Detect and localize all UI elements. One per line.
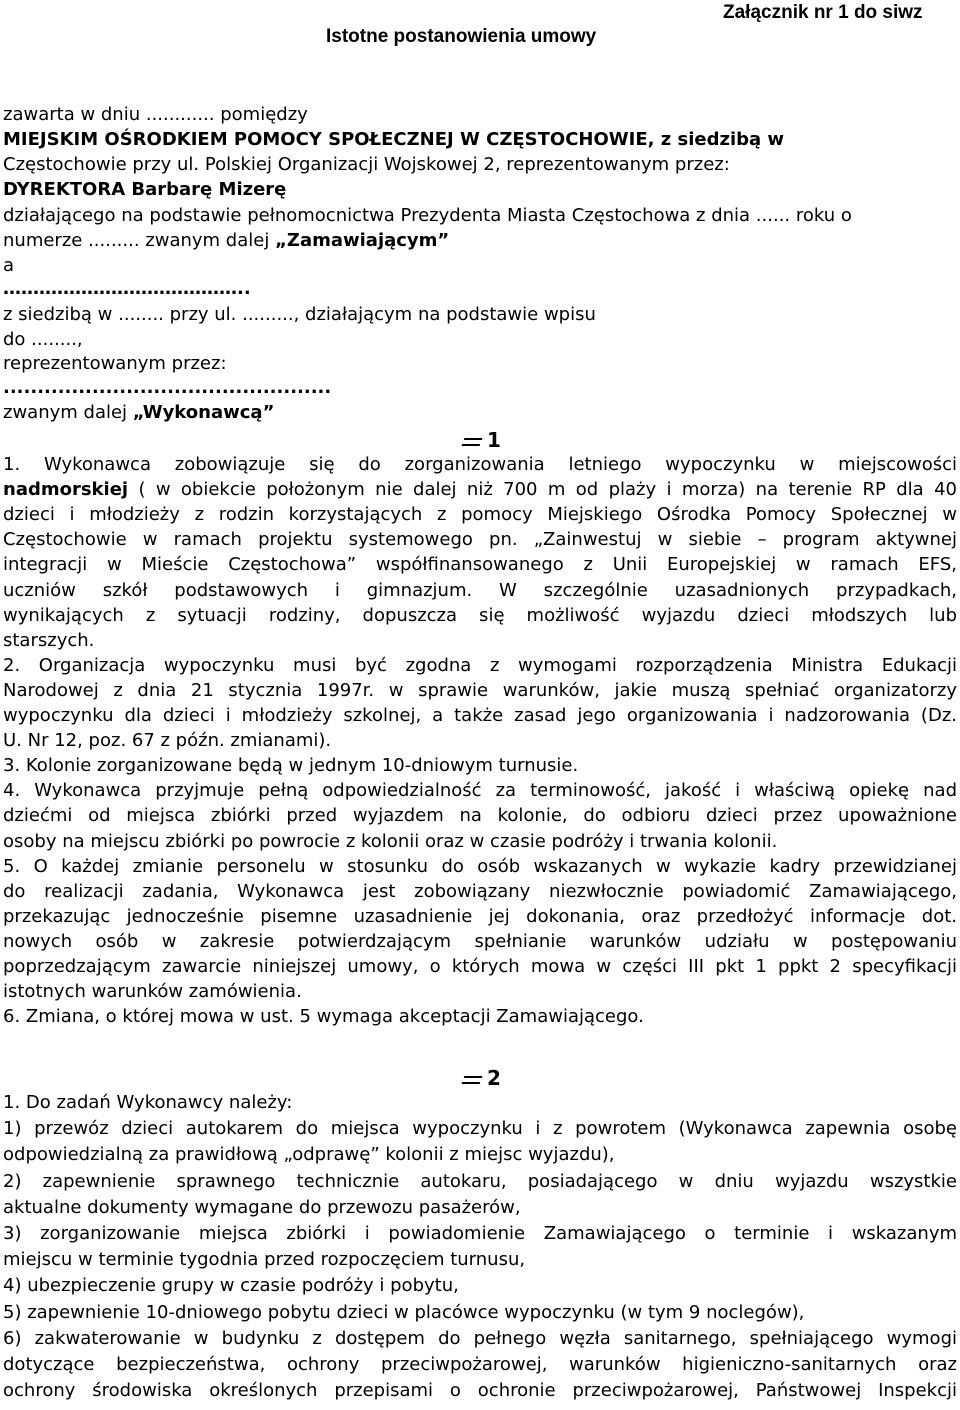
intro-line: MIEJSKIM OŚRODKIEM POMOCY SPOŁECZNEJ W CZĘSTOCHOWIE, z siedzibą w xyxy=(3,129,785,150)
paragraph-line: wypoczynku dla dzieci i młodzieży szkolnej, a także zasad jego organizowania i nadzorowania (Dz. xyxy=(3,705,957,726)
intro-line: do ........, xyxy=(3,329,83,350)
paragraph-line: 6. Zmiana, o której mowa w ust. 5 wymaga akceptacji Zamawiającego. xyxy=(3,1006,644,1028)
section-sign-icon xyxy=(462,1076,483,1084)
section-sign-icon xyxy=(462,438,483,446)
attachment-label: Załącznik nr 1 do siwz xyxy=(723,2,923,23)
intro-line: a xyxy=(3,255,15,276)
paragraph-line: nowych osób w zakresie potwierdzającym spełnianie warunków udziału w postępowaniu xyxy=(3,930,957,952)
paragraph-line: 6) zakwaterowanie w budynku z dostępem do pełnego węzła sanitarnego, spełniającego wymogi xyxy=(3,1327,957,1349)
paragraph-line: 2) zapewnienie sprawnego technicznie autokaru, posiadającego w dniu wyjazdu wszystkie xyxy=(3,1170,957,1192)
intro-line: reprezentowanym przez: xyxy=(3,353,227,374)
paragraph-line: dziećmi od miejsca zbiórki przed wyjazdem na kolonie, do odbioru dzieci przez upoważnione xyxy=(3,805,957,827)
paragraph-line: aktualne dokumenty wymagane do przewozu pasażerów, xyxy=(3,1196,521,1218)
paragraph-line: dotyczące bezpieczeństwa, ochrony przeciwpożarowej, warunków higieniczno-sanitarnych oraz xyxy=(3,1354,957,1375)
paragraph-line: 4. Wykonawca przyjmuje pełną odpowiedzialność za terminowość, jakość i właściwą opiekę nad xyxy=(3,780,957,802)
paragraph-line: 3) zorganizowanie miejsca zbiórki i powiadomienie Zamawiającego o terminie i wskazanym xyxy=(3,1223,957,1244)
paragraph-line: dzieci i młodzieży z rodzin korzystających z pomocy Miejskiego Ośrodka Pomocy Społecznej w xyxy=(3,504,957,526)
paragraph-line: 2. Organizacja wypoczynku musi być zgodna z wymogami rozporządzenia Ministra Edukacji xyxy=(3,654,957,676)
paragraph-line: istotnych warunków zamówienia. xyxy=(3,981,302,1003)
paragraph-line: 1. Do zadań Wykonawcy należy: xyxy=(3,1092,293,1113)
paragraph-line: przekazując jednocześnie pisemne uzasadnienie jej dokonania, oraz przedłożyć informacje dot. xyxy=(3,905,957,927)
paragraph-line: starszych. xyxy=(3,629,95,651)
paragraph-line: nadmorskiej ( w obiekcie położonym nie dalej niż 700 m od plaży i morza) na terenie RP dla 40 xyxy=(3,479,957,501)
intro-line: ………………………………….. xyxy=(3,278,251,299)
paragraph-line: uczniów szkół podstawowych i gimnazjum. W szczególnie uzasadnionych przypadkach, xyxy=(3,579,957,601)
paragraph-line: osoby na miejscu zbiórki po powrocie z kolonii oraz w czasie podróży i trwania kolonii. xyxy=(3,830,778,852)
paragraph-line: Częstochowie w ramach projektu systemowego pn. „Zainwestuj w siebie – program aktywnej xyxy=(3,529,957,551)
intro-line: działającego na podstawie pełnomocnictwa Prezydenta Miasta Częstochowa z dnia ...... roku o xyxy=(3,205,852,226)
section-heading: 2 xyxy=(463,1066,501,1090)
emphasis-text: „Wykonawcą” xyxy=(132,402,275,423)
page-title: Istotne postanowienia umowy xyxy=(326,26,597,47)
paragraph-line: do realizacji zadania, Wykonawca jest zobowiązany niezwłocznie powiadomić Zamawiającego, xyxy=(3,880,957,902)
paragraph-line: 4) ubezpieczenie grupy w czasie podróży i pobytu, xyxy=(3,1275,459,1297)
paragraph-line: 5) zapewnienie 10-dniowego pobytu dzieci w placówce wypoczynku (w tym 9 noclegów), xyxy=(3,1301,805,1323)
paragraph-line: Narodowej z dnia 21 stycznia 1997r. w sprawie warunków, jakie muszą spełniać organizatorzy xyxy=(3,679,957,701)
paragraph-line: 5. O każdej zmianie personelu w stosunku do osób wskazanych w wykazie kadry przewidzianej xyxy=(3,855,957,877)
emphasis-text: DYREKTORA Barbarę Mizerę xyxy=(3,179,287,200)
paragraph-line: 1. Wykonawca zobowiązuje się do zorganizowania letniego wypoczynku w miejscowości xyxy=(3,454,957,475)
paragraph-line: 3. Kolonie zorganizowane będą w jednym 10-dniowym turnusie. xyxy=(3,755,579,777)
intro-line: ................................................ xyxy=(3,377,332,398)
intro-line: numerze ......... zwanym dalej „Zamawiającym” xyxy=(3,230,450,251)
paragraph-line: odpowiedzialną za prawidłową „odprawę” kolonii z miejsc wyjazdu), xyxy=(3,1144,615,1166)
paragraph-line: miejscu w terminie tygodnia przed rozpoczęciem turnusu, xyxy=(3,1249,526,1271)
paragraph-line: wynikających z sytuacji rodziny, dopuszcza się możliwość wyjazdu dzieci młodszych lub xyxy=(3,604,957,626)
paragraph-line: 1) przewóz dzieci autokarem do miejsca wypoczynku i z powrotem (Wykonawca zapewnia osobę xyxy=(3,1118,957,1140)
paragraph-line: U. Nr 12, poz. 67 z późn. zmianami). xyxy=(3,730,332,752)
emphasis-text: „Zamawiającym” xyxy=(275,230,450,251)
paragraph-line: integracji w Mieście Częstochowa” współfinansowanego z Unii Europejskiej w ramach EFS, xyxy=(3,554,957,576)
section-heading: 1 xyxy=(463,428,501,452)
emphasis-text: nadmorskiej xyxy=(3,479,129,501)
intro-line: zwanym dalej „Wykonawcą” xyxy=(3,402,275,423)
paragraph-line: poprzedzającym zawarcie niniejszej umowy, o których mowa w części III pkt 1 ppkt 2 specyfikacji xyxy=(3,956,957,977)
intro-line xyxy=(3,177,957,202)
paragraph-line: ochrony środowiska określonych przepisami o ochronie przeciwpożarowej, Państwowej Inspekcji xyxy=(3,1380,957,1402)
intro-line: z siedzibą w ........ przy ul. ........., działającym na podstawie wpisu xyxy=(3,304,596,325)
intro-line: zawarta w dniu ............ pomiędzy xyxy=(3,104,308,125)
intro-line: Częstochowie przy ul. Polskiej Organizacji Wojskowej 2, reprezentowanym przez: xyxy=(3,154,730,175)
